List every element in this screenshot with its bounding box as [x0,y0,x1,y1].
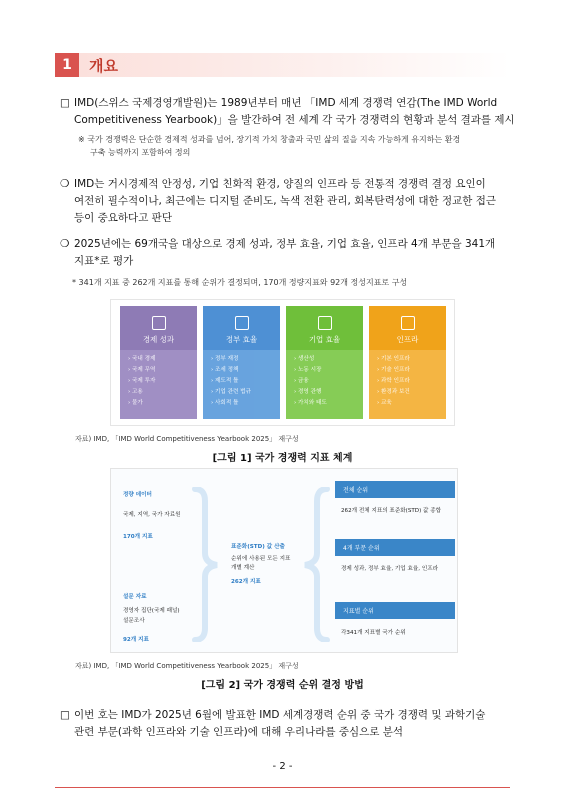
column-item: › 국제 무역 [128,367,156,373]
overall-rank-desc: 262개 전체 지표의 표준화(STD) 값 종합 [341,508,442,514]
column-government-efficiency [203,306,280,419]
paragraph-1 [60,95,515,129]
government-building-icon [235,316,249,330]
brace-left-icon [191,487,221,642]
column-item: › 기업 관련 법규 [211,389,251,395]
survey-data-desc2: 설문조사 [123,618,145,624]
survey-data-title: 설문 자료 [123,594,147,600]
p2-line2: 여전히 필수적이나, 최근에는 디지털 준비도, 녹색 전환 관리, 회복탄력성에 대한 정교한 접근 [74,195,497,207]
circle-bullet-icon: ❍ [60,178,70,190]
section-title: 개요 [89,57,118,75]
column-infrastructure [369,306,446,419]
column-item: › 환경과 보건 [377,389,410,395]
figure-1-source: 자료) IMD, 「IMD World Competitiveness Yearbook 2025」 재구성 [75,435,299,443]
column-item: › 생산성 [294,356,315,362]
column-item: › 국내 경제 [128,356,156,362]
note1-line1: ※ 국가 경쟁력은 단순한 경제적 성과를 넘어, 장기적 가치 창출과 국민 삶의 질을 지속 가능하게 유지하는 환경 [78,135,461,144]
column-item: › 조세 정책 [211,367,239,373]
survey-data-count: 92개 지표 [123,637,149,643]
overall-rank-box: 전체 순위 [335,481,455,498]
note1-line2: 구축 능력까지 포함하여 정의 [90,148,191,157]
p1-line1: IMD(스위스 국제경영개발원)는 1989년부터 매년 「IMD 세계 경쟁력 연감(The IMD World [74,97,498,109]
survey-data-desc1: 경영자 집단(국제 패널) [123,608,180,614]
factor-rank-desc: 경제 성과, 정부 효율, 기업 효율, 인프라 [341,566,439,572]
column-title: 기업 효율 [308,335,341,344]
column-title: 인프라 [396,335,419,344]
std-desc2: 개별 계산 [231,565,255,571]
paragraph-2 [60,176,515,227]
p3-line1: 2025년에는 69개국을 대상으로 경제 성과, 정부 효율, 기업 효율, 인프라 4개 부문을 341개 [74,238,496,250]
figure-1-indicator-system [110,299,455,426]
column-item: › 과학 인프라 [377,378,410,384]
section-bar [79,53,510,77]
factor-rank-box: 4개 부문 순위 [335,539,455,556]
quant-data-title: 정량 데이터 [123,492,152,498]
square-bullet-icon: □ [60,709,70,721]
footer-line [55,787,510,788]
column-item: › 물가 [128,400,143,406]
note-2: * 341개 지표 중 262개 지표를 통해 순위가 결정되며, 170개 정량지표와 92개 정성지표로 구성 [72,278,408,287]
column-business-efficiency [286,306,363,419]
p2-line3: 등이 중요하다고 판단 [74,212,172,224]
paragraph-3 [60,236,515,270]
p4-line1: 이번 호는 IMD가 2025년 6월에 발표한 IMD 세계경쟁력 순위 중 국가 경쟁력 및 과학기술 [74,709,486,721]
section-number: 1 [55,53,79,77]
square-bullet-icon: □ [60,97,70,109]
column-item: › 기술 인프라 [377,367,410,373]
p2-line1: IMD는 거시경제적 안정성, 기업 친화적 환경, 양질의 인프라 등 전통적 경쟁력 결정 요인이 [74,178,486,190]
page-number: - 2 - [272,761,293,772]
indicator-rank-box: 지표별 순위 [335,602,455,619]
chart-icon [152,316,166,330]
note-1 [78,133,518,159]
column-title: 경제 성과 [142,335,175,344]
column-item: › 고용 [128,389,143,395]
column-item: › 경영 관행 [294,389,322,395]
figure-2-source: 자료) IMD, 「IMD World Competitiveness Yearbook 2025」 재구성 [75,662,299,670]
quant-data-desc: 국제, 지역, 국가 자료원 [123,512,181,518]
column-item: › 국제 투자 [128,378,156,384]
network-icon [401,316,415,330]
paragraph-4 [60,707,515,741]
business-people-icon [318,316,332,330]
column-item: › 가치와 태도 [294,400,327,406]
quant-data-count: 170개 지표 [123,534,153,540]
column-item: › 사회적 틀 [211,400,239,406]
column-item: › 정부 재정 [211,356,239,362]
column-title: 정부 효율 [225,335,258,344]
column-item: › 제도적 틀 [211,378,239,384]
p4-line2: 관련 부문(과학 인프라와 기술 인프라)에 대해 우리나라를 중심으로 분석 [74,726,404,738]
circle-bullet-icon: ❍ [60,238,70,250]
std-desc1: 순위에 사용된 모든 지표 [231,556,291,562]
brace-right-icon [301,487,331,642]
std-title: 표준화(STD) 값 산출 [231,544,285,550]
column-economic-performance [120,306,197,419]
p3-line2: 지표*로 평가 [74,255,134,267]
std-count: 262개 지표 [231,579,261,585]
column-item: › 노동 시장 [294,367,322,373]
figure-2-caption: [그림 2] 국가 경쟁력 순위 결정 방법 [201,680,364,691]
p1-line2: Competitiveness Yearbook)」을 발간하여 전 세계 각 국가 경쟁력의 현황과 분석 결과를 제시 [74,114,515,126]
indicator-rank-desc: 각341개 지표별 국가 순위 [341,630,406,636]
column-item: › 금융 [294,378,309,384]
column-item: › 교육 [377,400,392,406]
figure-1-caption: [그림 1] 국가 경쟁력 지표 체계 [212,453,353,464]
section-header [55,53,510,77]
figure-2-ranking-method [110,468,458,653]
column-item: › 기본 인프라 [377,356,410,362]
